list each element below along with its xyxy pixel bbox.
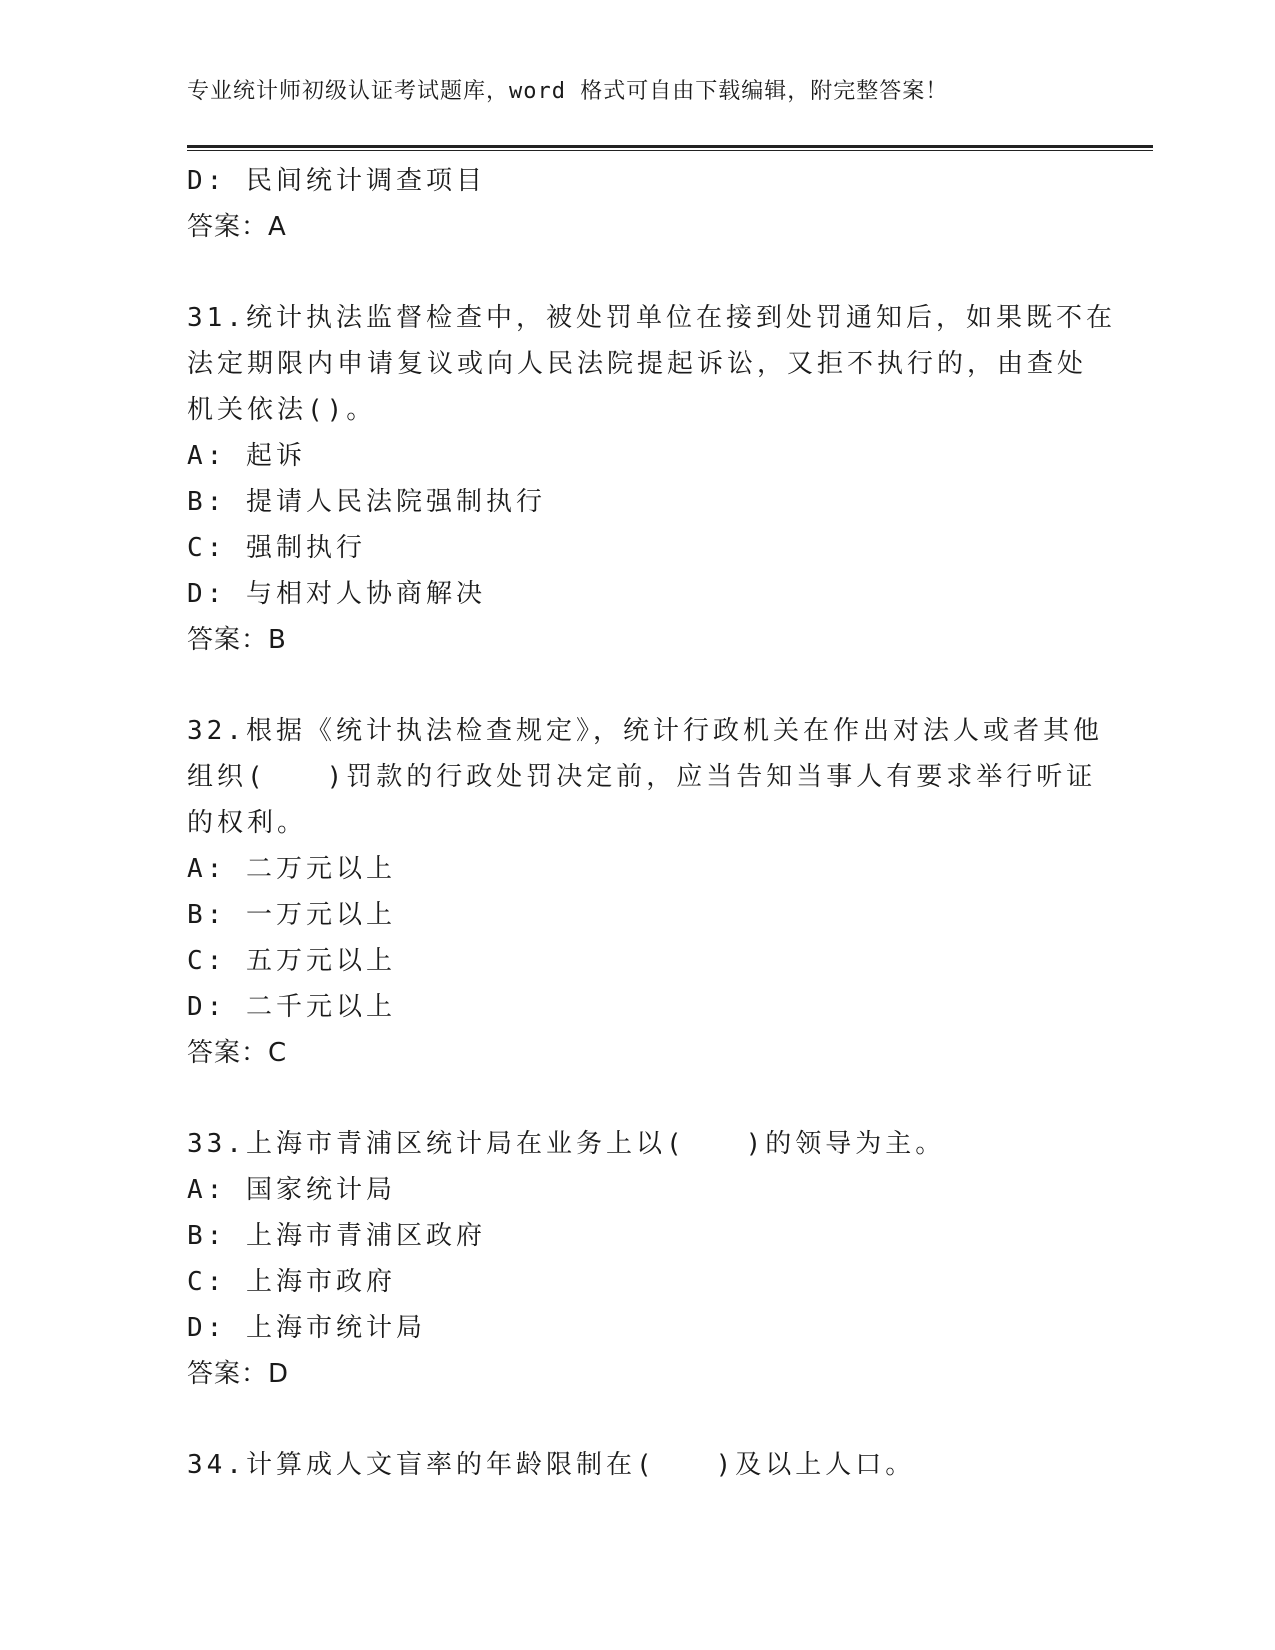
question-text-line: 33.上海市青浦区统计局在业务上以( )的领导为主。 — [187, 1129, 946, 1159]
answer: 答案：D — [187, 1359, 290, 1389]
header-rule-thick — [187, 145, 1153, 148]
question-text-line: 法定期限内申请复议或向人民法院提起诉讼，又拒不执行的，由查处 — [187, 349, 1088, 379]
option-b: B: 一万元以上 — [187, 900, 396, 930]
question-31 — [187, 295, 1116, 663]
header-rule-thin — [187, 150, 1153, 151]
question-text-line: 31.统计执法监督检查中，被处罚单位在接到处罚通知后，如果既不在 — [187, 303, 1116, 333]
page-header: 专业统计师初级认证考试题库，word 格式可自由下载编辑，附完整答案！ — [187, 79, 949, 104]
question-content — [187, 158, 1116, 1488]
prev-answer: 答案：A — [187, 212, 287, 242]
option-b: B: 提请人民法院强制执行 — [187, 487, 546, 517]
question-text-line: 的权利。 — [187, 808, 308, 838]
question-32 — [187, 708, 1103, 1076]
answer: 答案：B — [187, 625, 287, 655]
option-a: A: 起诉 — [187, 441, 306, 471]
option-c: C: 五万元以上 — [187, 946, 396, 976]
answer: 答案：C — [187, 1038, 288, 1068]
question-text-line: 组织( )罚款的行政处罚决定前，应当告知当事人有要求举行听证 — [187, 762, 1097, 792]
question-34 — [187, 1442, 1087, 1488]
question-text-line: 34.计算成人文盲率的年龄限制在( )及以上人口。 — [187, 1450, 916, 1480]
option-d: D: 与相对人协商解决 — [187, 579, 486, 609]
option-a: A: 国家统计局 — [187, 1175, 396, 1205]
option-d: D: 二千元以上 — [187, 992, 396, 1022]
option-a: A: 二万元以上 — [187, 854, 396, 884]
option-b: B: 上海市青浦区政府 — [187, 1221, 486, 1251]
option-d: D: 上海市统计局 — [187, 1313, 426, 1343]
question-33 — [187, 1121, 1087, 1397]
option-c: C: 强制执行 — [187, 533, 366, 563]
option-c: C: 上海市政府 — [187, 1267, 396, 1297]
question-text-line: 32.根据《统计执法检查规定》，统计行政机关在作出对法人或者其他 — [187, 716, 1103, 746]
question-text-line: 机关依法()。 — [187, 395, 377, 425]
prev-option-d: D: 民间统计调查项目 — [187, 166, 486, 196]
